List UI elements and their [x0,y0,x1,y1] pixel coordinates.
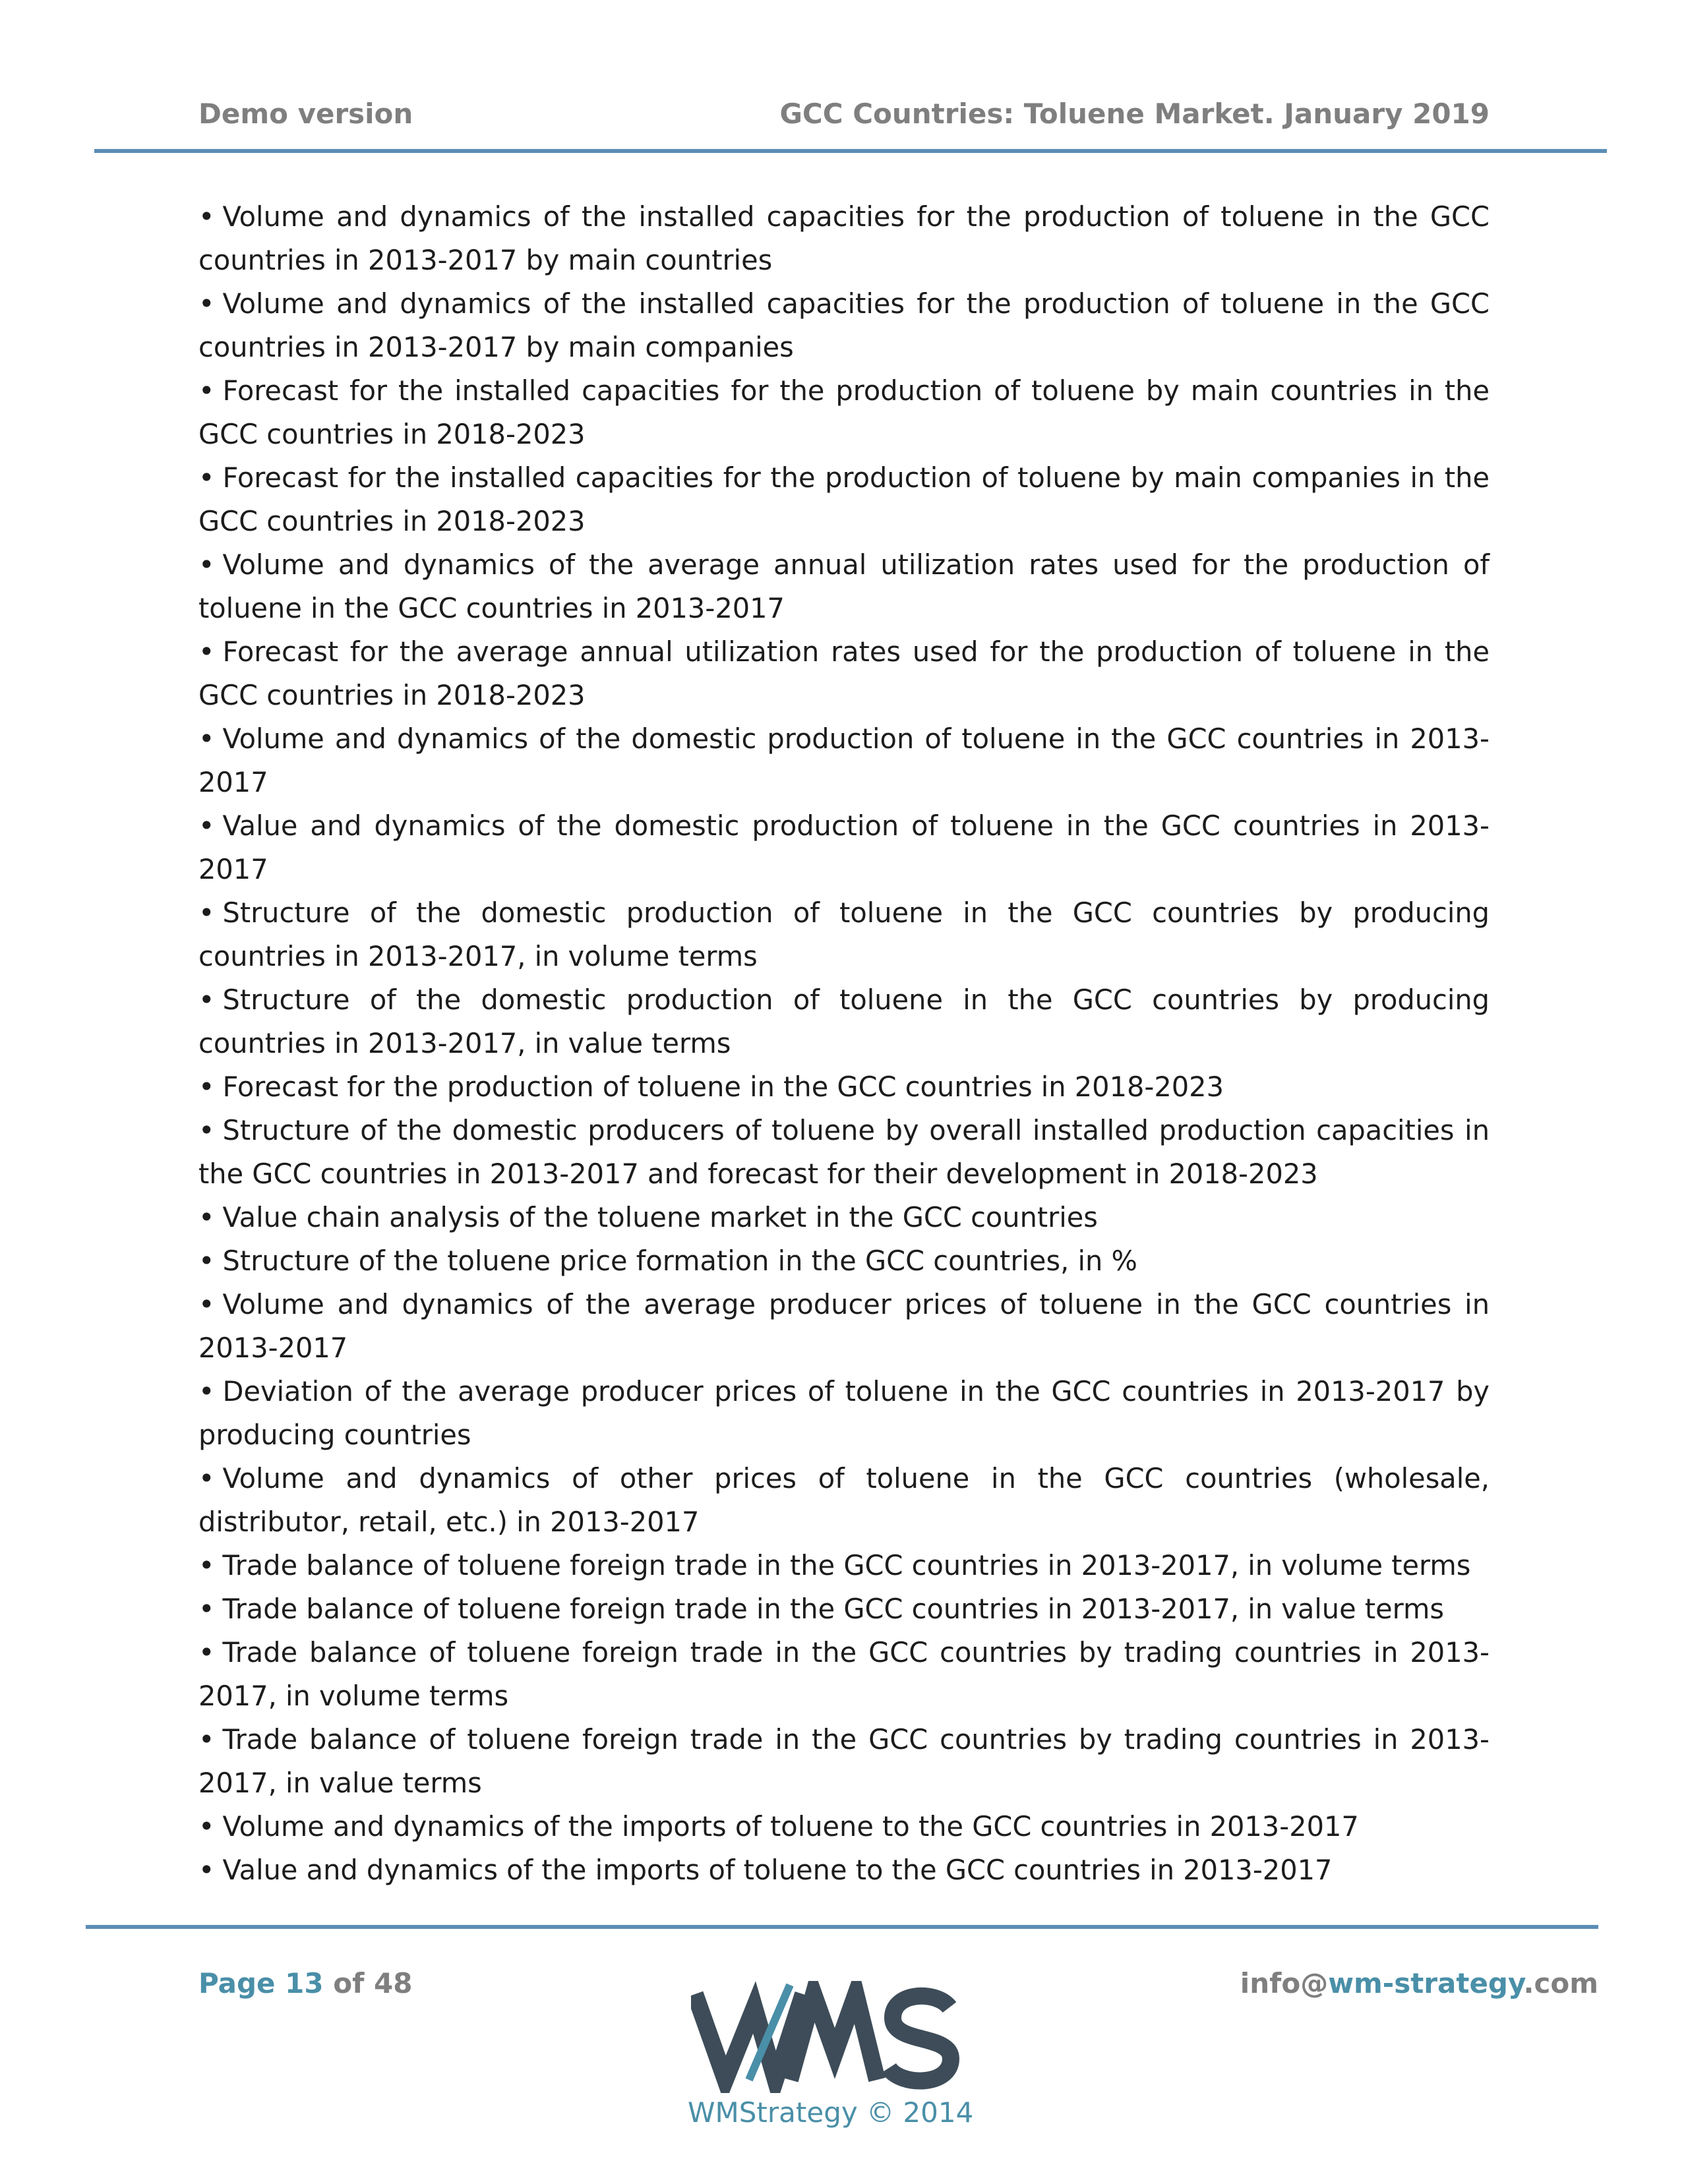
bullet-dot: • [198,723,215,755]
bullet-item [198,717,1490,804]
contact-email[interactable] [1240,1967,1598,1999]
email-domain: wm-strategy [1328,1967,1524,1999]
bullet-text: Value and dynamics of the domestic production of toluene in the GCC countries in 2013-2017 [198,810,1490,885]
bullet-text: Forecast for the average annual utilization rates used for the production of toluene in the GCC countries in 2018-2023 [198,635,1490,711]
wms-logo [691,1981,961,2093]
bullet-dot: • [198,1549,215,1581]
bullet-text: Trade balance of toluene foreign trade in the GCC countries by trading countries in 2013-2017, in volume terms [198,1636,1490,1712]
bullet-dot: • [198,374,215,407]
contents-bullet-list [198,195,1490,1892]
bullet-item [198,1457,1490,1544]
bullet-dot: • [198,810,215,842]
bullet-item [198,543,1490,630]
bullet-dot: • [198,1114,215,1146]
bullet-dot: • [198,635,215,668]
bullet-item [198,195,1490,282]
bullet-text: Volume and dynamics of other prices of toluene in the GCC countries (wholesale, distributor, retail, etc.) in 2013-2017 [198,1462,1490,1538]
bullet-text: Deviation of the average producer prices of toluene in the GCC countries in 2013-2017 by producing countries [198,1375,1490,1451]
bullet-dot: • [198,1375,215,1407]
bullet-text: Volume and dynamics of the average annual utilization rates used for the production of toluene in the GCC countries in 2013-2017 [198,548,1490,624]
bullet-item [198,456,1490,543]
bullet-item [198,1065,1490,1109]
bullet-item [198,1370,1490,1457]
bullet-item [198,1848,1490,1892]
bullet-item [198,1718,1490,1805]
bullet-dot: • [198,200,215,233]
bullet-item [198,1109,1490,1196]
bullet-text: Forecast for the production of toluene in the GCC countries in 2018-2023 [222,1071,1224,1103]
page-of-word: of [333,1967,365,1999]
bullet-text: Forecast for the installed capacities for the production of toluene by main countries in the GCC countries in 2018-2023 [198,374,1490,450]
bullet-item [198,1196,1490,1239]
bullet-dot: • [198,897,215,929]
page-number: 13 [285,1967,324,1999]
header-divider [94,149,1607,153]
bullet-dot: • [198,461,215,494]
bullet-text: Trade balance of toluene foreign trade in the GCC countries by trading countries in 2013-2017, in value terms [198,1723,1490,1799]
bullet-text: Value chain analysis of the toluene market in the GCC countries [222,1201,1098,1233]
bullet-item [198,282,1490,369]
page-total: 48 [374,1967,413,1999]
bullet-dot: • [198,548,215,581]
bullet-dot: • [198,984,215,1016]
bullet-item [198,369,1490,456]
email-tld: .com [1523,1967,1598,1999]
bullet-text: Volume and dynamics of the installed capacities for the production of toluene in the GCC countries in 2013-2017 by main companies [198,287,1490,363]
bullet-item [198,891,1490,978]
logo-copyright: WMStrategy © 2014 [688,2096,974,2129]
bullet-item [198,804,1490,891]
bullet-item [198,1283,1490,1370]
bullet-dot: • [198,1593,215,1625]
bullet-dot: • [198,1201,215,1233]
email-user: info@ [1240,1967,1329,1999]
bullet-text: Structure of the domestic producers of toluene by overall installed production capacities in the GCC countries in 2013-2017 and forecast for their development in 2018-2023 [198,1114,1490,1190]
bullet-text: Structure of the toluene price formation in the GCC countries, in % [222,1245,1137,1277]
page-indicator [198,1967,412,1999]
bullet-item [198,978,1490,1065]
bullet-item [198,630,1490,717]
bullet-text: Trade balance of toluene foreign trade in the GCC countries in 2013-2017, in volume terms [222,1549,1471,1581]
bullet-dot: • [198,287,215,320]
bullet-text: Structure of the domestic production of toluene in the GCC countries by producing countries in 2013-2017, in volume terms [198,897,1490,972]
bullet-text: Volume and dynamics of the installed capacities for the production of toluene in the GCC countries in 2013-2017 by main countries [198,200,1490,276]
header-demo-label: Demo version [198,98,413,130]
bullet-dot: • [198,1636,215,1668]
bullet-dot: • [198,1071,215,1103]
bullet-item [198,1544,1490,1587]
bullet-dot: • [198,1854,215,1886]
bullet-text: Volume and dynamics of the domestic production of toluene in the GCC countries in 2013-2017 [198,723,1490,798]
bullet-dot: • [198,1810,215,1843]
bullet-dot: • [198,1245,215,1277]
footer-divider [86,1925,1598,1929]
header-report-title: GCC Countries: Toluene Market. January 2019 [779,98,1490,130]
bullet-text: Trade balance of toluene foreign trade in the GCC countries in 2013-2017, in value terms [222,1593,1445,1625]
bullet-dot: • [198,1288,215,1320]
bullet-item [198,1805,1490,1848]
bullet-item [198,1587,1490,1631]
bullet-dot: • [198,1723,215,1756]
page-word: Page [198,1967,276,1999]
bullet-item [198,1631,1490,1718]
bullet-text: Value and dynamics of the imports of toluene to the GCC countries in 2013-2017 [222,1854,1333,1886]
bullet-text: Volume and dynamics of the imports of toluene to the GCC countries in 2013-2017 [222,1810,1359,1843]
bullet-text: Forecast for the installed capacities for the production of toluene by main companies in the GCC countries in 2018-2023 [198,461,1490,537]
bullet-dot: • [198,1462,215,1494]
bullet-text: Structure of the domestic production of toluene in the GCC countries by producing countries in 2013-2017, in value terms [198,984,1490,1059]
bullet-text: Volume and dynamics of the average producer prices of toluene in the GCC countries in 2013-2017 [198,1288,1490,1364]
bullet-item [198,1239,1490,1283]
